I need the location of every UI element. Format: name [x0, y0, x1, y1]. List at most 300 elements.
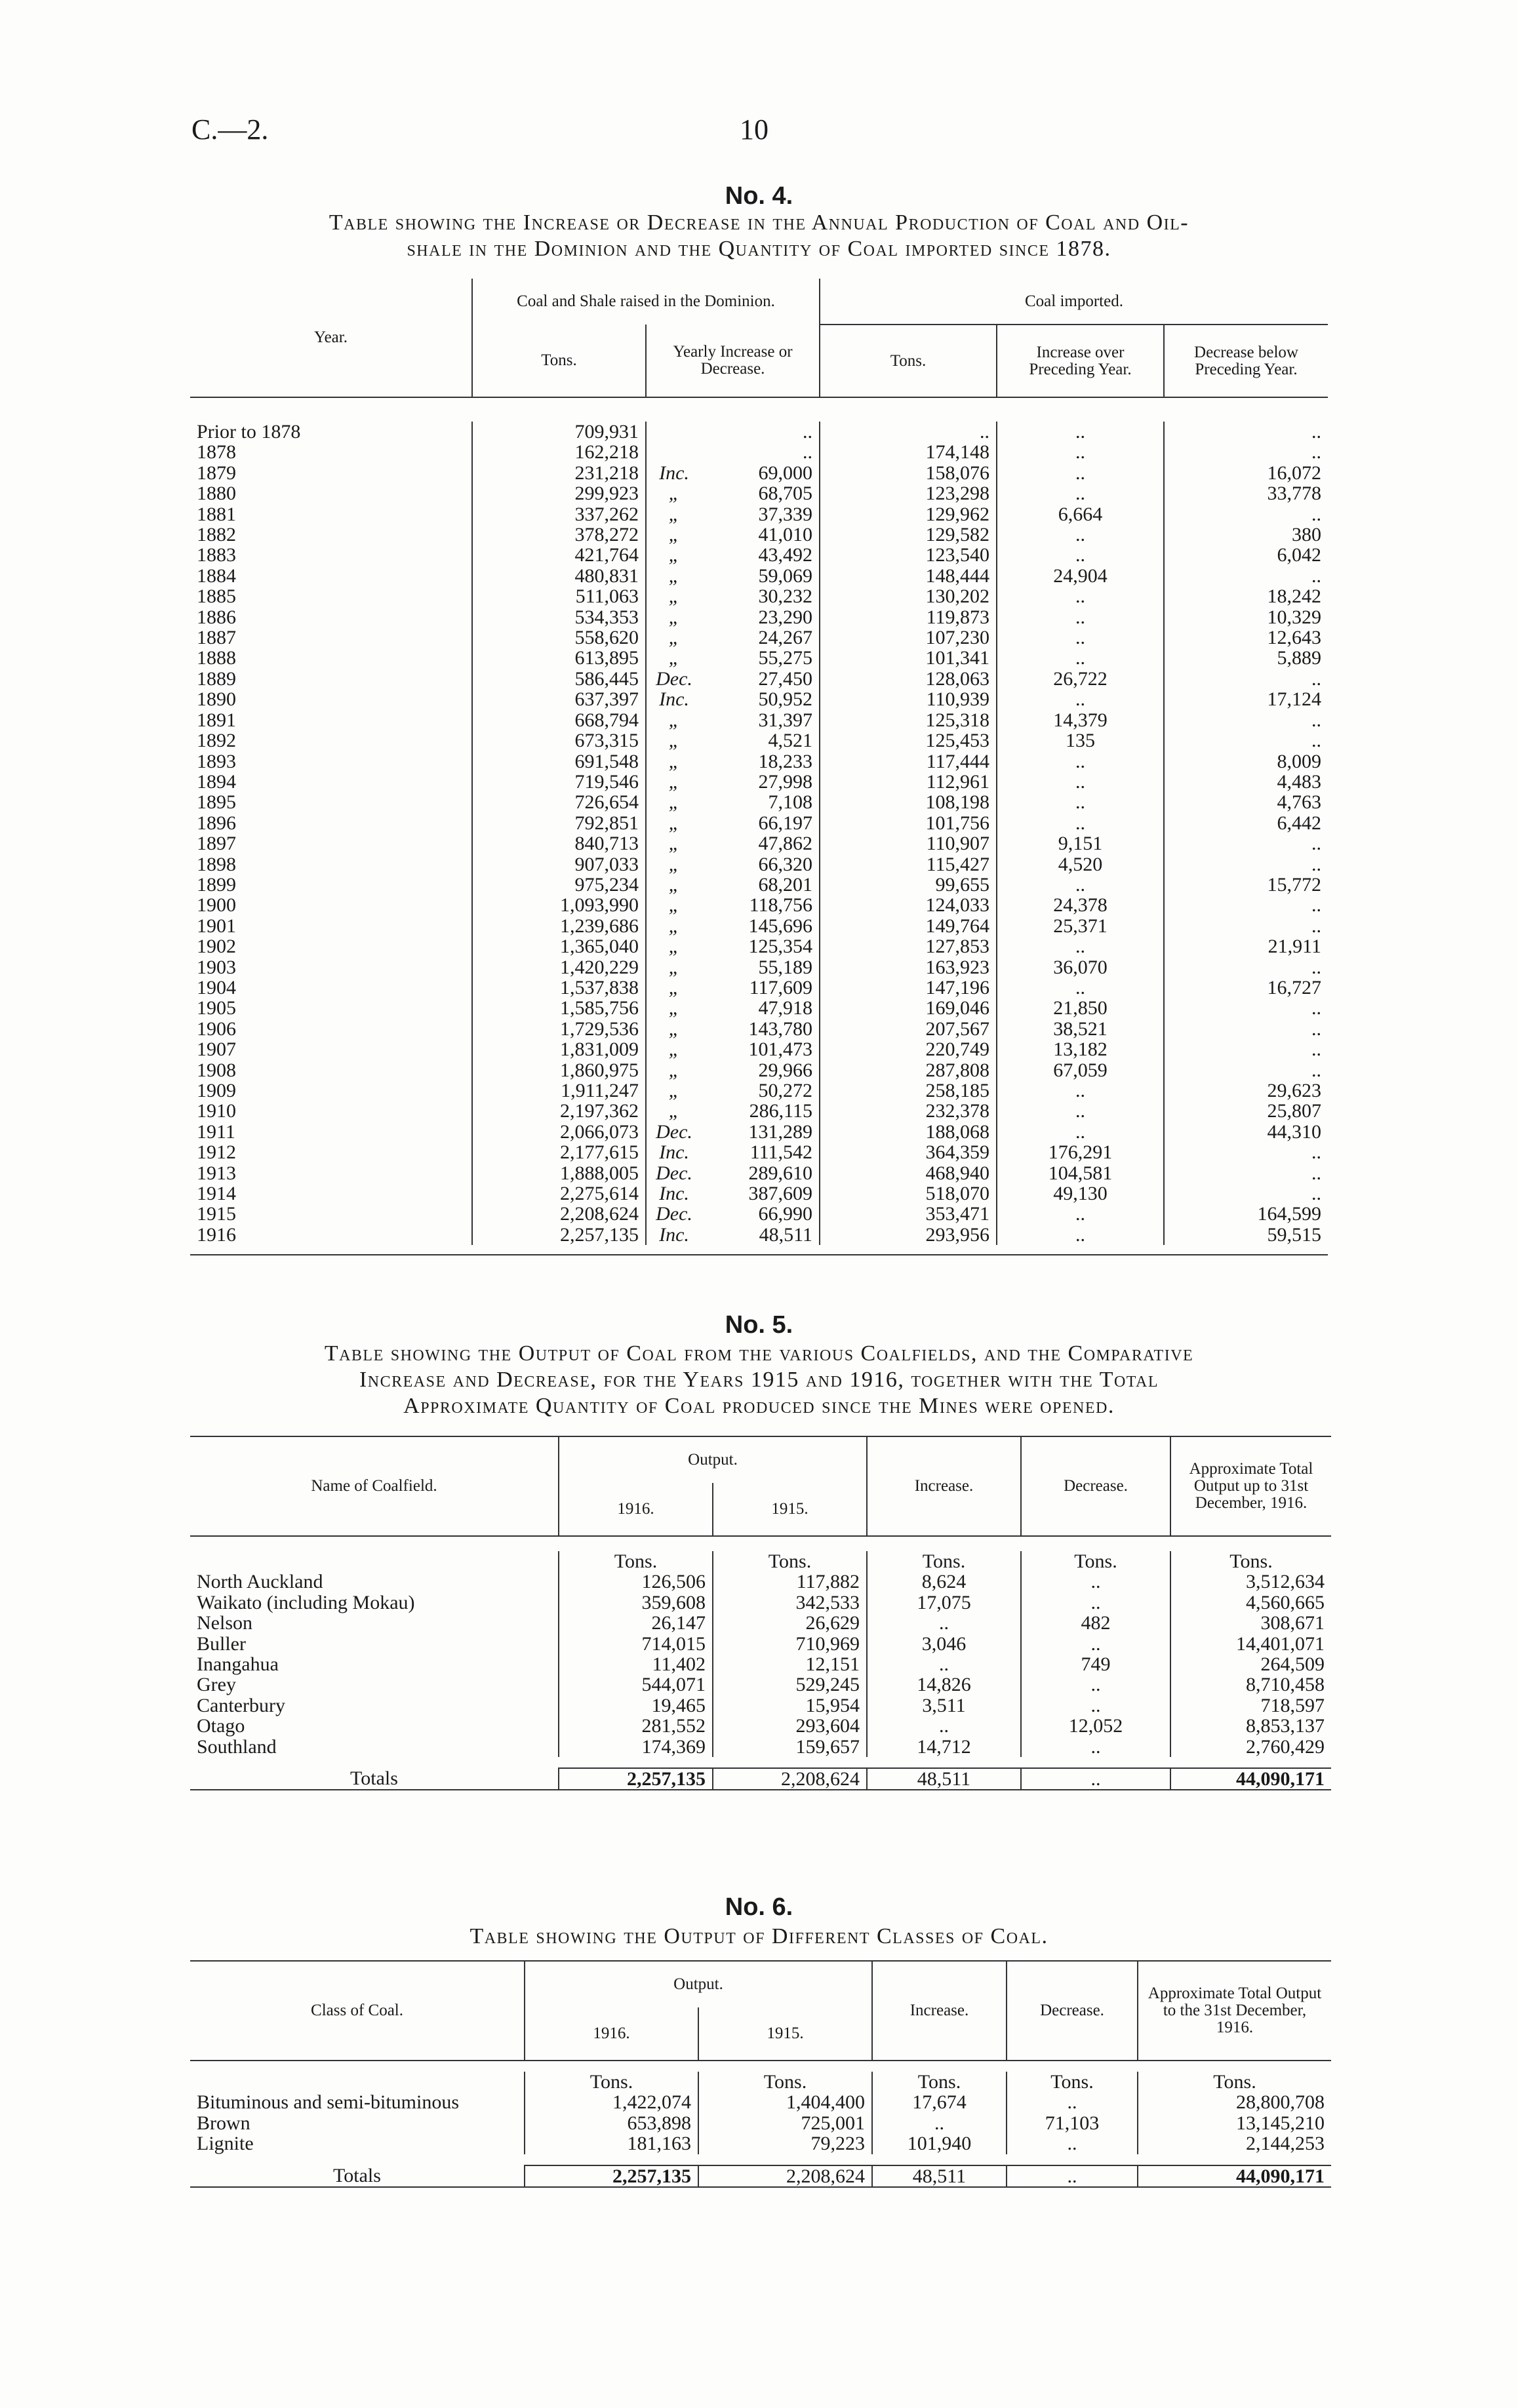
unit-label: Tons. — [525, 2072, 698, 2092]
change-amount-cell: 66,197 — [758, 812, 812, 834]
imported-tons-cell: 127,853 — [820, 936, 997, 957]
year-cell: 1907 — [197, 1038, 236, 1061]
imported-tons-cell: 147,196 — [820, 977, 997, 998]
imported-tons-cell: 108,198 — [820, 792, 997, 812]
tons-raised-cell: 534,353 — [472, 607, 646, 627]
increase-over-cell: 24,378 — [997, 895, 1164, 915]
increase-over-cell: 25,371 — [997, 916, 1164, 936]
change-amount-cell: 43,492 — [758, 544, 812, 566]
table-row — [190, 648, 1328, 668]
decrease-below-cell: .. — [1164, 833, 1328, 854]
year-cell: 1880 — [197, 483, 236, 505]
units-spacer — [190, 1551, 559, 1571]
table-row — [190, 833, 1328, 854]
year-cell: 1879 — [197, 462, 236, 484]
header-tons: Tons. — [472, 325, 646, 397]
imported-tons-cell: 364,359 — [820, 1142, 997, 1162]
change-amount-cell: 48,511 — [759, 1223, 812, 1246]
unit-label: Tons. — [1007, 2072, 1138, 2092]
imported-tons-cell: 112,961 — [820, 772, 997, 792]
decrease-cell: .. — [1007, 2133, 1138, 2154]
tons-raised-cell: 1,239,686 — [472, 916, 646, 936]
output-1915-cell: 26,629 — [713, 1613, 867, 1633]
increase-over-cell: .. — [997, 463, 1164, 483]
increase-over-cell: .. — [997, 1122, 1164, 1142]
increase-cell: 17,674 — [872, 2092, 1007, 2112]
change-amount-cell: 47,918 — [758, 997, 812, 1019]
imported-tons-cell: 123,540 — [820, 545, 997, 565]
change-amount-cell: 37,339 — [758, 503, 812, 525]
table-5-caption-line3: Approximate Quantity of Coal produced since the Mines were opened. — [403, 1394, 1115, 1418]
change-amount-cell: 27,450 — [758, 667, 812, 690]
header-coal-imported: Coal imported. — [820, 279, 1328, 325]
header-output: Output. — [559, 1436, 867, 1483]
increase-over-cell: .. — [997, 607, 1164, 627]
change-amount-cell: 131,289 — [748, 1120, 812, 1143]
change-type-cell: „ — [646, 916, 702, 936]
change-amount-cell: 387,609 — [748, 1183, 812, 1205]
name-cell: Brown — [197, 2112, 250, 2134]
output-1916-cell: 26,147 — [559, 1613, 713, 1633]
table-row — [190, 422, 1328, 442]
name-cell: Otago — [197, 1715, 245, 1737]
totals-label: Totals — [333, 2164, 381, 2186]
decrease-below-cell: 4,483 — [1164, 772, 1328, 792]
approx-total-cell: 8,710,458 — [1170, 1674, 1331, 1695]
imported-tons-cell: 101,341 — [820, 648, 997, 668]
change-type-cell: „ — [646, 648, 702, 668]
tons-raised-cell: 231,218 — [472, 463, 646, 483]
year-cell: 1913 — [197, 1162, 236, 1184]
table-row — [190, 1716, 1331, 1736]
imported-tons-cell: 468,940 — [820, 1163, 997, 1183]
increase-over-cell: .. — [997, 648, 1164, 668]
output-1915-cell: 117,882 — [713, 1571, 867, 1592]
year-cell: 1896 — [197, 812, 236, 834]
approx-total-cell: 4,560,665 — [1170, 1592, 1331, 1613]
imported-tons-cell: 207,567 — [820, 1019, 997, 1039]
increase-over-cell: .. — [997, 442, 1164, 462]
increase-over-cell: .. — [997, 1225, 1164, 1245]
increase-over-cell: .. — [997, 772, 1164, 792]
increase-over-cell: .. — [997, 813, 1164, 833]
year-cell: 1898 — [197, 853, 236, 875]
year-cell: 1894 — [197, 770, 236, 793]
imported-tons-cell: 128,063 — [820, 669, 997, 689]
tons-raised-cell: 1,365,040 — [472, 936, 646, 957]
imported-tons-cell: 107,230 — [820, 627, 997, 648]
table-row — [190, 751, 1328, 772]
change-amount-cell: 55,189 — [758, 956, 812, 978]
table-4 — [190, 279, 1328, 1255]
change-type-cell: Inc. — [646, 1225, 702, 1245]
change-type-cell: „ — [646, 504, 702, 524]
decrease-below-cell: 16,727 — [1164, 977, 1328, 998]
change-amount-cell: 143,780 — [748, 1017, 812, 1040]
header-yearly-change: Yearly Increase or Decrease. — [646, 325, 820, 397]
table-5 — [190, 1436, 1331, 1796]
change-type-cell: „ — [646, 875, 702, 895]
output-1915-cell: 293,604 — [713, 1716, 867, 1736]
tons-raised-cell: 1,860,975 — [472, 1060, 646, 1080]
year-cell: 1889 — [197, 667, 236, 690]
header-increase-over: Increase over Preceding Year. — [997, 325, 1164, 397]
increase-over-cell: .. — [997, 875, 1164, 895]
tons-raised-cell: 480,831 — [472, 566, 646, 586]
increase-cell: .. — [867, 1613, 1021, 1633]
imported-tons-cell: .. — [820, 422, 997, 442]
decrease-below-cell: 59,515 — [1164, 1225, 1328, 1245]
header-year: Year. — [190, 279, 472, 397]
change-type-cell: „ — [646, 936, 702, 957]
unit-label: Tons. — [559, 1551, 713, 1571]
change-amount-cell: 24,267 — [758, 627, 812, 649]
totals-label: Totals — [350, 1767, 398, 1790]
decrease-below-cell: .. — [1164, 504, 1328, 524]
output-1916-cell: 126,506 — [559, 1571, 713, 1592]
change-type-cell: „ — [646, 854, 702, 875]
total-increase-cell: 48,511 — [872, 2165, 1007, 2187]
table-row — [190, 854, 1328, 875]
year-cell: 1905 — [197, 997, 236, 1019]
header-coalfield: Name of Coalfield. — [190, 1436, 559, 1536]
approx-total-cell: 718,597 — [1170, 1695, 1331, 1716]
units-spacer — [190, 2072, 525, 2092]
imported-tons-cell: 124,033 — [820, 895, 997, 915]
decrease-below-cell: 12,643 — [1164, 627, 1328, 648]
change-amount-cell: 66,320 — [758, 853, 812, 875]
table-row — [190, 1101, 1328, 1121]
output-1915-cell: 1,404,400 — [698, 2092, 872, 2112]
table-row — [190, 1060, 1328, 1080]
increase-over-cell: .. — [997, 586, 1164, 606]
increase-over-cell: 38,521 — [997, 1019, 1164, 1039]
total-increase-cell: 48,511 — [867, 1768, 1021, 1790]
tons-raised-cell: 1,093,990 — [472, 895, 646, 915]
header-increase: Increase. — [872, 1961, 1007, 2061]
imported-tons-cell: 232,378 — [820, 1101, 997, 1121]
output-1915-cell: 342,533 — [713, 1592, 867, 1613]
decrease-below-cell: .. — [1164, 422, 1328, 442]
change-amount-cell: 31,397 — [758, 709, 812, 731]
unit-label: Tons. — [1170, 1551, 1331, 1571]
decrease-below-cell: 380 — [1164, 524, 1328, 545]
change-type-cell: „ — [646, 607, 702, 627]
unit-label: Tons. — [1138, 2072, 1331, 2092]
output-1916-cell: 359,608 — [559, 1592, 713, 1613]
output-1915-cell: 159,657 — [713, 1737, 867, 1757]
change-amount-cell: 50,272 — [758, 1080, 812, 1101]
increase-cell: 3,046 — [867, 1634, 1021, 1654]
change-type-cell: Inc. — [646, 689, 702, 709]
imported-tons-cell: 148,444 — [820, 566, 997, 586]
imported-tons-cell: 258,185 — [820, 1080, 997, 1101]
decrease-below-cell: .. — [1164, 669, 1328, 689]
increase-over-cell: 26,722 — [997, 669, 1164, 689]
change-amount-cell: 59,069 — [758, 564, 812, 587]
name-cell: Lignite — [197, 2133, 254, 2155]
total-decrease-cell: .. — [1007, 2165, 1138, 2187]
change-amount-cell: 125,354 — [748, 936, 812, 958]
change-amount-cell: .. — [803, 441, 812, 464]
increase-over-cell: .. — [997, 545, 1164, 565]
table-row — [190, 689, 1328, 709]
tons-raised-cell: 1,585,756 — [472, 998, 646, 1018]
decrease-cell: .. — [1007, 2092, 1138, 2112]
name-cell: North Auckland — [197, 1571, 323, 1593]
year-cell: 1903 — [197, 956, 236, 978]
year-cell: 1908 — [197, 1059, 236, 1081]
approx-total-cell: 3,512,634 — [1170, 1571, 1331, 1592]
year-cell: 1890 — [197, 688, 236, 711]
increase-over-cell: .. — [997, 1204, 1164, 1224]
increase-over-cell: .. — [997, 792, 1164, 812]
decrease-cell: 71,103 — [1007, 2113, 1138, 2133]
decrease-below-cell: 17,124 — [1164, 689, 1328, 709]
table-row — [190, 916, 1328, 936]
tons-raised-cell: 511,063 — [472, 586, 646, 606]
change-type-cell: Dec. — [646, 1122, 702, 1142]
output-1915-cell: 79,223 — [698, 2133, 872, 2154]
total-decrease-cell: .. — [1021, 1768, 1170, 1790]
decrease-below-cell: .. — [1164, 730, 1328, 751]
decrease-cell: .. — [1021, 1592, 1170, 1613]
decrease-below-cell: 29,623 — [1164, 1080, 1328, 1101]
table-row — [190, 1122, 1328, 1142]
increase-cell: .. — [867, 1654, 1021, 1674]
increase-over-cell: .. — [997, 524, 1164, 545]
table-4-number: No. 4. — [725, 182, 793, 210]
tons-raised-cell: 2,275,614 — [472, 1183, 646, 1204]
table-6-number: No. 6. — [725, 1893, 793, 1921]
name-cell: Nelson — [197, 1612, 252, 1634]
table-row — [190, 607, 1328, 627]
table-row — [190, 1080, 1328, 1101]
name-cell: Bituminous and semi-bituminous — [197, 2091, 460, 2114]
change-type-cell: „ — [646, 792, 702, 812]
decrease-below-cell: 6,042 — [1164, 545, 1328, 565]
header-coal-raised: Coal and Shale raised in the Dominion. — [472, 279, 820, 325]
imported-tons-cell: 101,756 — [820, 813, 997, 833]
year-cell: 1892 — [197, 730, 236, 752]
change-amount-cell: 117,609 — [749, 976, 812, 998]
tons-raised-cell: 2,066,073 — [472, 1122, 646, 1142]
table-row — [190, 463, 1328, 483]
year-cell: 1887 — [197, 627, 236, 649]
header-1915: 1915. — [698, 2007, 872, 2061]
tons-raised-cell: 2,208,624 — [472, 1204, 646, 1224]
increase-over-cell: 14,379 — [997, 710, 1164, 730]
imported-tons-cell: 110,907 — [820, 833, 997, 854]
year-cell: 1897 — [197, 833, 236, 855]
units-row — [190, 1551, 1331, 1571]
change-type-cell: Inc. — [646, 463, 702, 483]
change-type-cell: „ — [646, 957, 702, 977]
year-cell: 1891 — [197, 709, 236, 731]
increase-cell: 14,826 — [867, 1674, 1021, 1695]
change-type-cell: Dec. — [646, 1204, 702, 1224]
tons-raised-cell: 719,546 — [472, 772, 646, 792]
table-row — [190, 442, 1328, 462]
change-amount-cell: 118,756 — [749, 894, 812, 917]
change-amount-cell: 69,000 — [758, 462, 812, 484]
increase-over-cell: .. — [997, 1101, 1164, 1121]
decrease-cell: .. — [1021, 1737, 1170, 1757]
year-cell: 1912 — [197, 1141, 236, 1164]
decrease-cell: .. — [1021, 1634, 1170, 1654]
unit-label: Tons. — [698, 2072, 872, 2092]
decrease-below-cell: .. — [1164, 710, 1328, 730]
table-row — [190, 813, 1328, 833]
decrease-below-cell: .. — [1164, 1019, 1328, 1039]
increase-over-cell: 36,070 — [997, 957, 1164, 977]
unit-label: Tons. — [713, 1551, 867, 1571]
output-1916-cell: 19,465 — [559, 1695, 713, 1716]
approx-total-cell: 28,800,708 — [1138, 2092, 1331, 2112]
decrease-below-cell: 6,442 — [1164, 813, 1328, 833]
change-amount-cell: 55,275 — [758, 647, 812, 669]
imported-tons-cell: 293,956 — [820, 1225, 997, 1245]
change-type-cell: „ — [646, 586, 702, 606]
tons-raised-cell: 673,315 — [472, 730, 646, 751]
tons-raised-cell: 378,272 — [472, 524, 646, 545]
header-decrease: Decrease. — [1021, 1436, 1170, 1536]
totals-row — [190, 2165, 1331, 2187]
tons-raised-cell: 1,888,005 — [472, 1163, 646, 1183]
table-row — [190, 1183, 1328, 1204]
decrease-below-cell: .. — [1164, 1039, 1328, 1059]
table-6-caption: Table showing the Output of Different Classes of Coal. — [469, 1924, 1049, 1948]
table-row — [190, 1204, 1328, 1224]
name-cell: Grey — [197, 1674, 236, 1696]
imported-tons-cell: 158,076 — [820, 463, 997, 483]
header-class-of-coal: Class of Coal. — [190, 1961, 525, 2061]
name-cell: Southland — [197, 1735, 277, 1758]
tons-raised-cell: 840,713 — [472, 833, 646, 854]
unit-label: Tons. — [867, 1551, 1021, 1571]
change-amount-cell: 18,233 — [758, 750, 812, 772]
tons-raised-cell: 2,197,362 — [472, 1101, 646, 1121]
change-amount-cell: 29,966 — [758, 1059, 812, 1081]
change-amount-cell: 47,862 — [758, 833, 812, 855]
imported-tons-cell: 123,298 — [820, 483, 997, 503]
approx-total-cell: 8,853,137 — [1170, 1716, 1331, 1736]
change-type-cell — [646, 422, 702, 442]
change-type-cell: „ — [646, 710, 702, 730]
total-1916-cell: 2,257,135 — [559, 1768, 713, 1790]
table-row — [190, 1163, 1328, 1183]
output-1915-cell: 725,001 — [698, 2113, 872, 2133]
decrease-below-cell: .. — [1164, 1163, 1328, 1183]
change-type-cell: „ — [646, 772, 702, 792]
decrease-below-cell: .. — [1164, 566, 1328, 586]
tons-raised-cell: 1,537,838 — [472, 977, 646, 998]
change-type-cell: „ — [646, 524, 702, 545]
increase-cell: 17,075 — [867, 1592, 1021, 1613]
decrease-below-cell: 25,807 — [1164, 1101, 1328, 1121]
tons-raised-cell: 726,654 — [472, 792, 646, 812]
table-row — [190, 2092, 1331, 2112]
tons-raised-cell: 162,218 — [472, 442, 646, 462]
total-approx-cell: 44,090,171 — [1138, 2165, 1331, 2187]
tons-raised-cell: 2,257,135 — [472, 1225, 646, 1245]
year-cell: 1884 — [197, 564, 236, 587]
decrease-below-cell: 4,763 — [1164, 792, 1328, 812]
table-row — [190, 710, 1328, 730]
table-row — [190, 875, 1328, 895]
year-cell: 1906 — [197, 1017, 236, 1040]
table-row — [190, 524, 1328, 545]
approx-total-cell: 264,509 — [1170, 1654, 1331, 1674]
increase-over-cell: .. — [997, 627, 1164, 648]
imported-tons-cell: 220,749 — [820, 1039, 997, 1059]
change-type-cell: „ — [646, 1080, 702, 1101]
imported-tons-cell: 125,318 — [820, 710, 997, 730]
increase-cell: .. — [867, 1716, 1021, 1736]
output-1916-cell: 181,163 — [525, 2133, 698, 2154]
imported-tons-cell: 188,068 — [820, 1122, 997, 1142]
header-approx-total: Approximate Total Output to the 31st December, 1916. — [1138, 1961, 1331, 2061]
table-row — [190, 1737, 1331, 1757]
decrease-below-cell: .. — [1164, 957, 1328, 977]
output-1915-cell: 529,245 — [713, 1674, 867, 1695]
increase-over-cell: 135 — [997, 730, 1164, 751]
change-amount-cell: 66,990 — [758, 1203, 812, 1225]
table-row — [190, 730, 1328, 751]
name-cell: Canterbury — [197, 1694, 285, 1716]
table-row — [190, 792, 1328, 812]
change-type-cell: Dec. — [646, 1163, 702, 1183]
table-6 — [190, 1960, 1331, 2193]
decrease-below-cell: .. — [1164, 998, 1328, 1018]
table-5-number: No. 5. — [725, 1311, 793, 1339]
imported-tons-cell: 119,873 — [820, 607, 997, 627]
table-row — [190, 957, 1328, 977]
decrease-below-cell: 16,072 — [1164, 463, 1328, 483]
table-4-caption-line1: Table showing the Increase or Decrease in the Annual Production of Coal and Oil- — [329, 210, 1189, 235]
change-amount-cell: 50,952 — [758, 688, 812, 711]
header-output: Output. — [525, 1961, 872, 2007]
increase-over-cell: .. — [997, 483, 1164, 503]
name-cell: Buller — [197, 1632, 246, 1655]
change-type-cell: „ — [646, 833, 702, 854]
table-row — [190, 1613, 1331, 1633]
header-1915: 1915. — [713, 1483, 867, 1536]
table-row — [190, 483, 1328, 503]
table-row — [190, 895, 1328, 915]
increase-cell: 101,940 — [872, 2133, 1007, 2154]
change-amount-cell: 289,610 — [748, 1162, 812, 1184]
imported-tons-cell: 129,582 — [820, 524, 997, 545]
change-amount-cell: 23,290 — [758, 606, 812, 628]
year-cell: 1909 — [197, 1080, 236, 1101]
tons-raised-cell: 613,895 — [472, 648, 646, 668]
year-cell: 1916 — [197, 1223, 236, 1246]
decrease-cell: 12,052 — [1021, 1716, 1170, 1736]
table-row — [190, 1592, 1331, 1613]
year-cell: 1883 — [197, 544, 236, 566]
decrease-below-cell: 44,310 — [1164, 1122, 1328, 1142]
table-row — [190, 1142, 1328, 1162]
total-1915-cell: 2,208,624 — [698, 2165, 872, 2187]
increase-cell: 3,511 — [867, 1695, 1021, 1716]
table-row — [190, 936, 1328, 957]
change-amount-cell: 27,998 — [758, 770, 812, 793]
table-row — [190, 1654, 1331, 1674]
header-imported-tons: Tons. — [820, 325, 997, 397]
header-decrease-below: Decrease below Preceding Year. — [1164, 325, 1328, 397]
decrease-cell: .. — [1021, 1695, 1170, 1716]
